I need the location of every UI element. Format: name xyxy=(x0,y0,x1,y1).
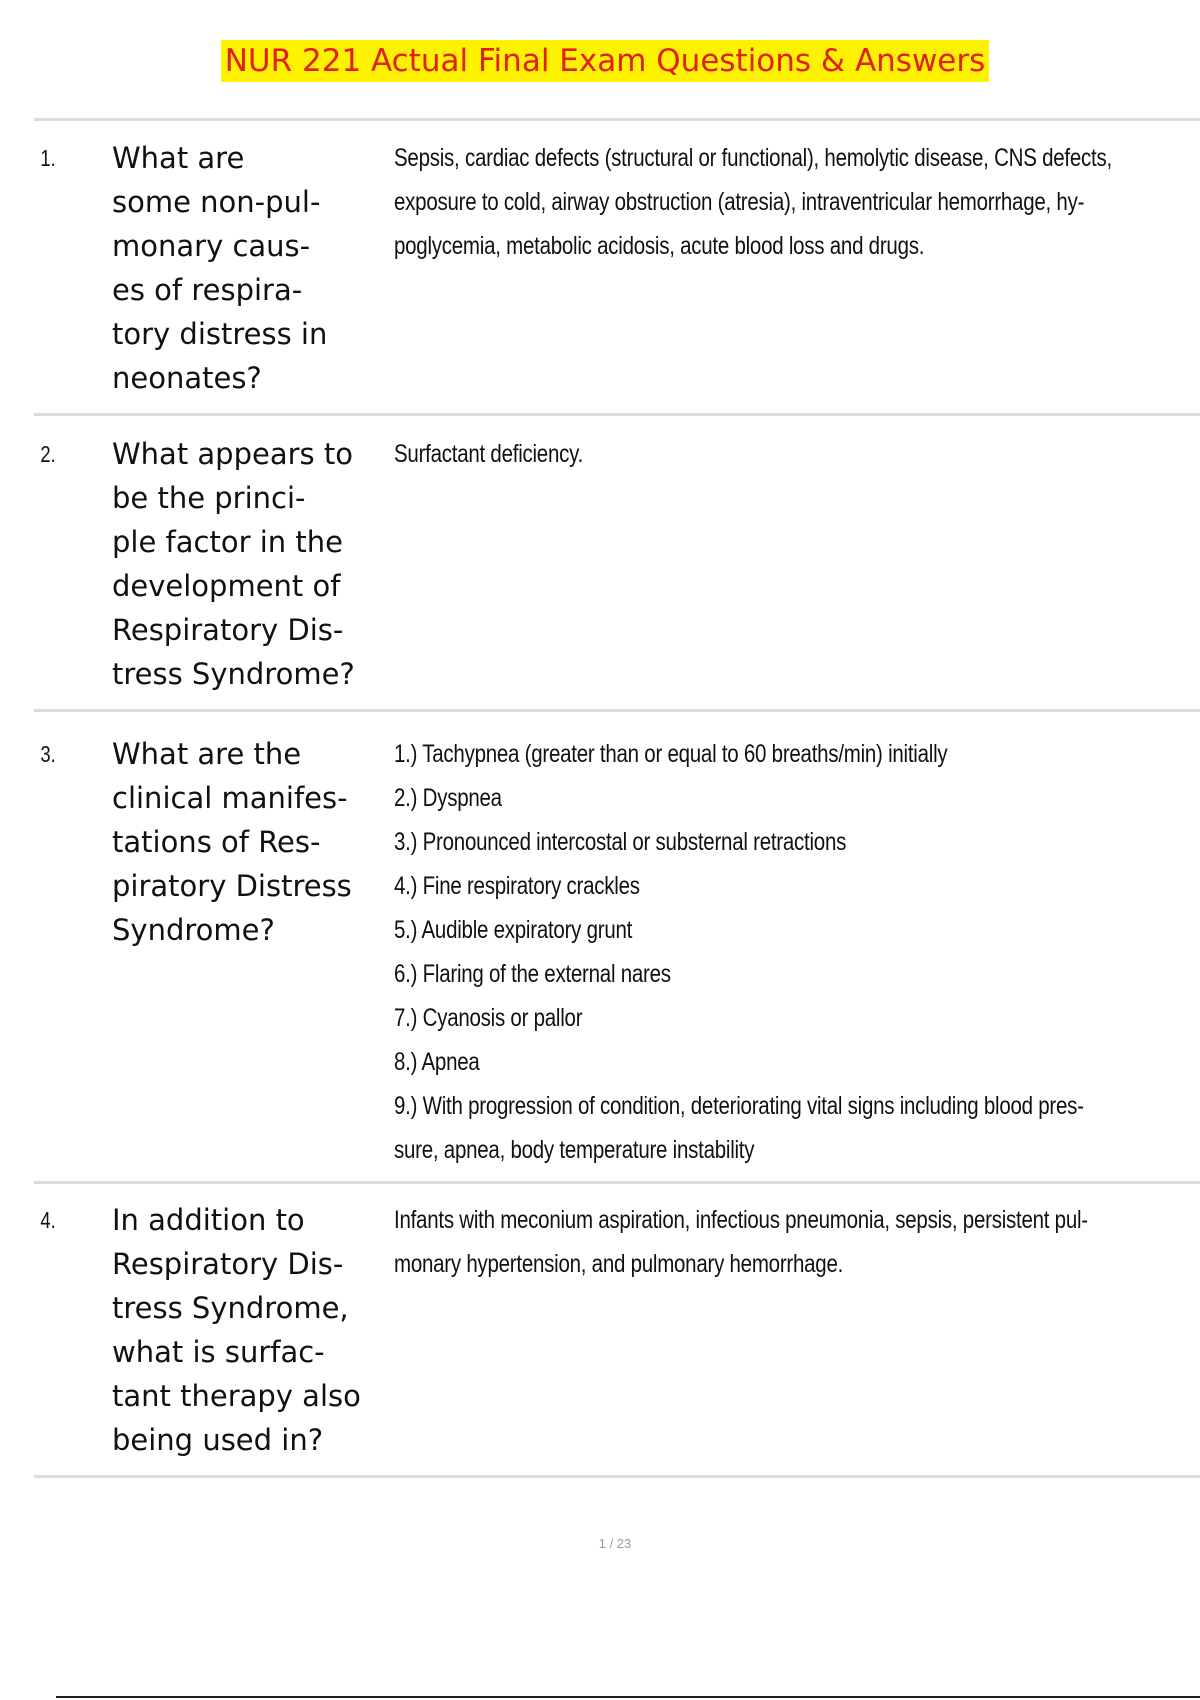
answer-line: Sepsis, cardiac defects (structural or functional), hemolytic disease, CNS defects, xyxy=(394,144,1112,172)
answer-text xyxy=(382,1198,1200,1286)
answer-line: monary hypertension, and pulmonary hemorrhage. xyxy=(394,1250,844,1278)
question-text: What appears to be the princi- ple factor in the development of Respiratory Dis- tress Syndrome? xyxy=(112,437,355,691)
page-bottom-rule xyxy=(56,1696,1200,1698)
answer-line: exposure to cold, airway obstruction (atresia), intraventricular hemorrhage, hy- xyxy=(394,188,1085,216)
answer-line: 9.) With progression of condition, deteriorating vital signs including blood pres- xyxy=(394,1092,1084,1120)
answer-line: 6.) Flaring of the external nares xyxy=(394,960,671,988)
question-text: What are the clinical manifes- tations of Res- piratory Distress Syndrome? xyxy=(112,737,352,947)
title-container xyxy=(0,40,1200,82)
answer-line: 2.) Dyspnea xyxy=(394,784,502,812)
answer-line: Surfactant deficiency. xyxy=(394,440,584,468)
question-number: 4. xyxy=(40,1207,56,1233)
answer-line: 5.) Audible expiratory grunt xyxy=(394,916,633,944)
answer-line: Infants with meconium aspiration, infectious pneumonia, sepsis, persistent pul- xyxy=(394,1206,1088,1234)
qa-item-4 xyxy=(34,1184,1200,1475)
answer-line: 1.) Tachypnea (greater than or equal to 60 breaths/min) initially xyxy=(394,740,948,768)
answer-line: 4.) Fine respiratory crackles xyxy=(394,872,640,900)
answer-line: sure, apnea, body temperature instability xyxy=(394,1136,755,1164)
qa-item-1 xyxy=(34,121,1200,413)
answer-line: 7.) Cyanosis or pallor xyxy=(394,1004,583,1032)
qa-item-2 xyxy=(34,416,1200,709)
answer-line: 8.) Apnea xyxy=(394,1048,480,1076)
question-text: What are some non-pul- monary caus- es of respira- tory distress in neonates? xyxy=(112,141,328,395)
question-text: In addition to Respiratory Dis- tress Syndrome, what is surfac- tant therapy also being used in? xyxy=(112,1203,361,1457)
document-title: NUR 221 Actual Final Exam Questions & Answers xyxy=(221,40,990,82)
qa-list xyxy=(34,118,1200,1478)
question-number: 1. xyxy=(40,145,56,171)
row-divider xyxy=(34,1475,1200,1478)
answer-text xyxy=(382,136,1200,268)
answer-line: poglycemia, metabolic acidosis, acute blood loss and drugs. xyxy=(394,232,925,260)
page-number: 1 / 23 xyxy=(598,1536,632,1551)
question-number: 2. xyxy=(40,441,56,467)
answer-text xyxy=(382,732,1200,1172)
qa-item-3 xyxy=(34,712,1200,1181)
answer-text xyxy=(382,432,1200,476)
answer-line: 3.) Pronounced intercostal or substernal retractions xyxy=(394,828,847,856)
question-number: 3. xyxy=(40,741,56,767)
